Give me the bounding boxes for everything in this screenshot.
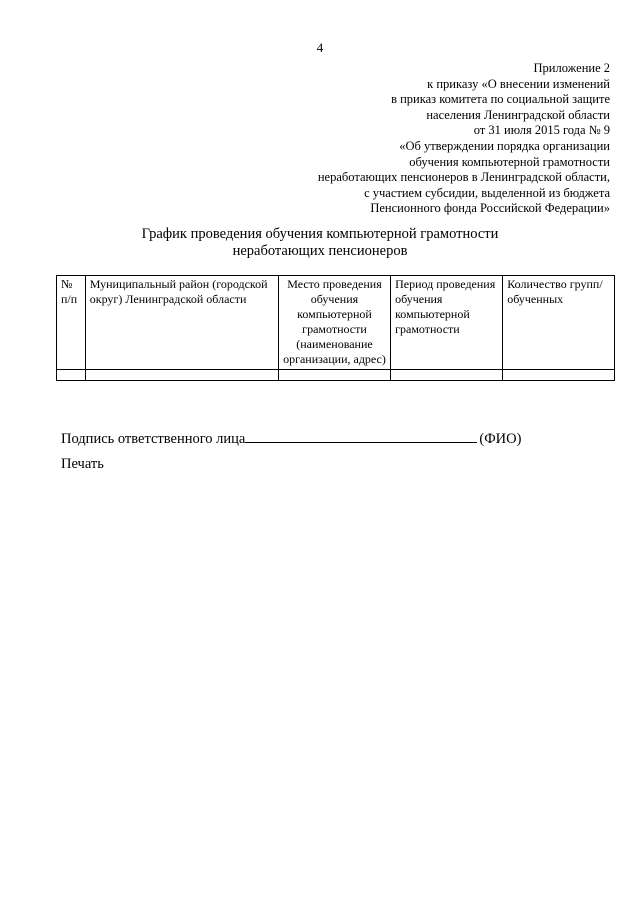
annex-line: населения Ленинградской области bbox=[426, 107, 610, 122]
header-cell-period: Период проведения обучения компьютерной грамотности bbox=[391, 276, 503, 370]
signature-line bbox=[61, 428, 521, 448]
annex-line: Приложение 2 bbox=[533, 61, 610, 75]
annex-line: обучения компьютерной грамотности bbox=[409, 154, 610, 169]
header-cell-location: Место проведения обучения компьютерной грамотности (наименование организации, адрес) bbox=[278, 276, 390, 370]
document-title bbox=[0, 226, 640, 260]
annex-line: к приказу «О внесении изменений bbox=[427, 76, 610, 91]
page-number: 4 bbox=[316, 40, 324, 55]
header-cell-number: № п/п bbox=[57, 276, 86, 370]
header-cell-district: Муниципальный район (городской округ) Ленинградской области bbox=[85, 276, 278, 370]
table-cell bbox=[503, 370, 615, 381]
table-row bbox=[57, 370, 615, 381]
annex-line: Пенсионного фонда Российской Федерации» bbox=[370, 201, 610, 216]
annex-line: в приказ комитета по социальной защите bbox=[391, 92, 610, 107]
annex-line: с участием субсидии, выделенной из бюджета bbox=[364, 185, 610, 200]
annex-line: неработающих пенсионеров в Ленинградской области, bbox=[317, 170, 610, 185]
document-title-line: неработающих пенсионеров bbox=[232, 243, 408, 259]
signature-blank bbox=[245, 428, 477, 443]
document-title-line: График проведения обучения компьютерной грамотности bbox=[141, 226, 499, 242]
annex-line: «Об утверждении порядка организации bbox=[399, 138, 610, 153]
signature-suffix: (ФИО) bbox=[479, 431, 522, 447]
annex-line: от 31 июля 2015 года № 9 bbox=[473, 123, 610, 138]
header-cell-count: Количество групп/обученных bbox=[503, 276, 615, 370]
table-header-row bbox=[57, 276, 615, 370]
table-cell bbox=[57, 370, 86, 381]
stamp-label: Печать bbox=[61, 456, 104, 472]
table-cell bbox=[391, 370, 503, 381]
annex-block bbox=[190, 61, 610, 217]
table-cell bbox=[85, 370, 278, 381]
signature-label: Подпись ответственного лица bbox=[61, 431, 246, 447]
table-cell bbox=[278, 370, 390, 381]
schedule-table bbox=[56, 275, 615, 381]
